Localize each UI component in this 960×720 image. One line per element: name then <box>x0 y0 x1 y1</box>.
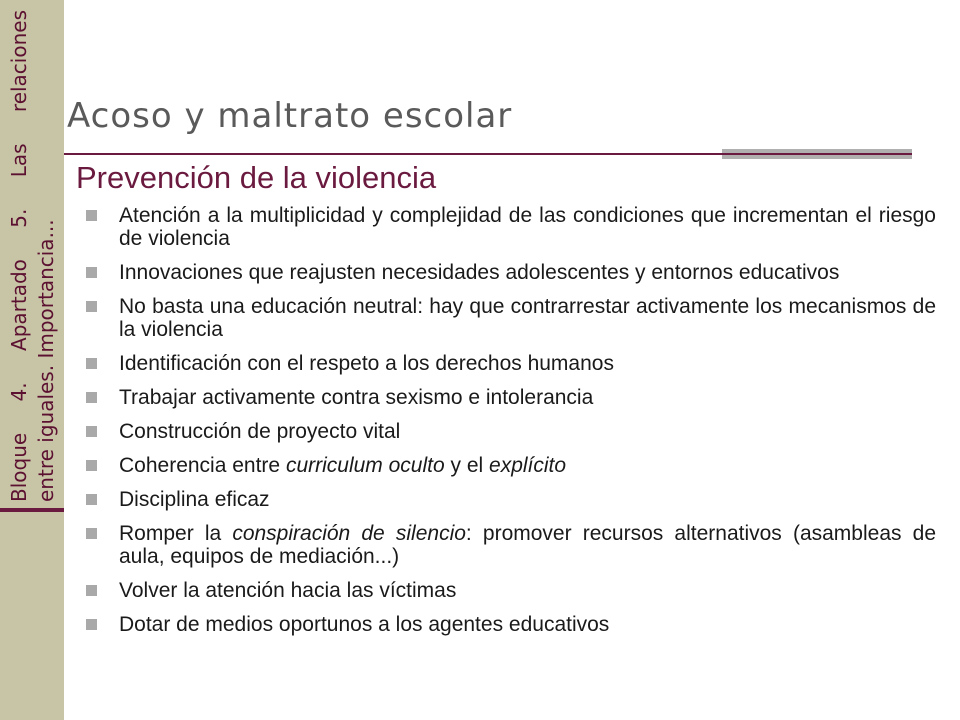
bullet-text: Construcción de proyecto vital <box>119 420 401 443</box>
bullet-text-pre: Coherencia entre <box>119 454 286 477</box>
bullet-text: Trabajar activamente contra sexismo e intolerancia <box>119 386 594 409</box>
bullet-text: Dotar de medios oportunos a los agentes educativos <box>119 613 610 636</box>
bullet-text: Identificación con el respeto a los derechos humanos <box>119 352 614 375</box>
bullet-text-pre: Romper la <box>119 522 233 545</box>
bullet-list <box>84 204 936 647</box>
bullet-item-life-project <box>84 420 936 443</box>
bullet-text-emphasis: curriculum oculto <box>285 454 445 477</box>
bullet-text: Volver la atención hacia las víctimas <box>119 579 457 602</box>
square-bullet-icon <box>86 426 97 437</box>
bullet-item-innovations <box>84 261 936 284</box>
bullet-text: Atención a la multiplicidad y complejidad de las condiciones que incrementan el riesgo de violencia <box>119 204 936 250</box>
bullet-item-neutral-education <box>84 295 936 341</box>
bullet-text-post: : promover recursos alternativos (asambleas de aula, equipos de mediación...) <box>119 522 936 568</box>
bullet-item-sexism <box>84 386 936 409</box>
title-accent-bar <box>722 149 912 159</box>
bullet-item-human-rights <box>84 352 936 375</box>
square-bullet-icon <box>86 528 97 539</box>
bullet-item-victims <box>84 579 936 602</box>
bullet-text: Innovaciones que reajusten necesidades adolescentes y entornos educativos <box>119 261 840 284</box>
bullet-item-silence <box>84 522 936 568</box>
square-bullet-icon <box>86 358 97 369</box>
bullet-text-mid: y el <box>444 454 490 477</box>
sidebar-caption-line-2: entre iguales. Importancia... <box>34 219 58 502</box>
square-bullet-icon <box>86 392 97 403</box>
bullet-text-emphasis: explícito <box>489 454 567 477</box>
square-bullet-icon <box>86 585 97 596</box>
slide-title: Acoso y maltrato escolar <box>67 96 513 136</box>
square-bullet-icon <box>86 210 97 221</box>
square-bullet-icon <box>86 267 97 278</box>
square-bullet-icon <box>86 301 97 312</box>
bullet-text: No basta una educación neutral: hay que contrarrestar activamente los mecanismos de la violencia <box>119 295 936 341</box>
square-bullet-icon <box>86 619 97 630</box>
bullet-item-agents <box>84 613 936 636</box>
square-bullet-icon <box>86 494 97 505</box>
bullet-item-curriculum <box>84 454 936 477</box>
bullet-item-conditions <box>84 204 936 250</box>
bullet-text-emphasis: conspiración de silencio <box>232 522 466 545</box>
sidebar-caption <box>0 0 64 512</box>
square-bullet-icon <box>86 460 97 471</box>
bullet-text: Disciplina eficaz <box>119 488 270 511</box>
sidebar-caption-line-1: Bloque 4. Apartado 5. Las relaciones <box>7 10 31 502</box>
slide-subtitle: Prevención de la violencia <box>76 160 437 195</box>
bullet-item-discipline <box>84 488 936 511</box>
